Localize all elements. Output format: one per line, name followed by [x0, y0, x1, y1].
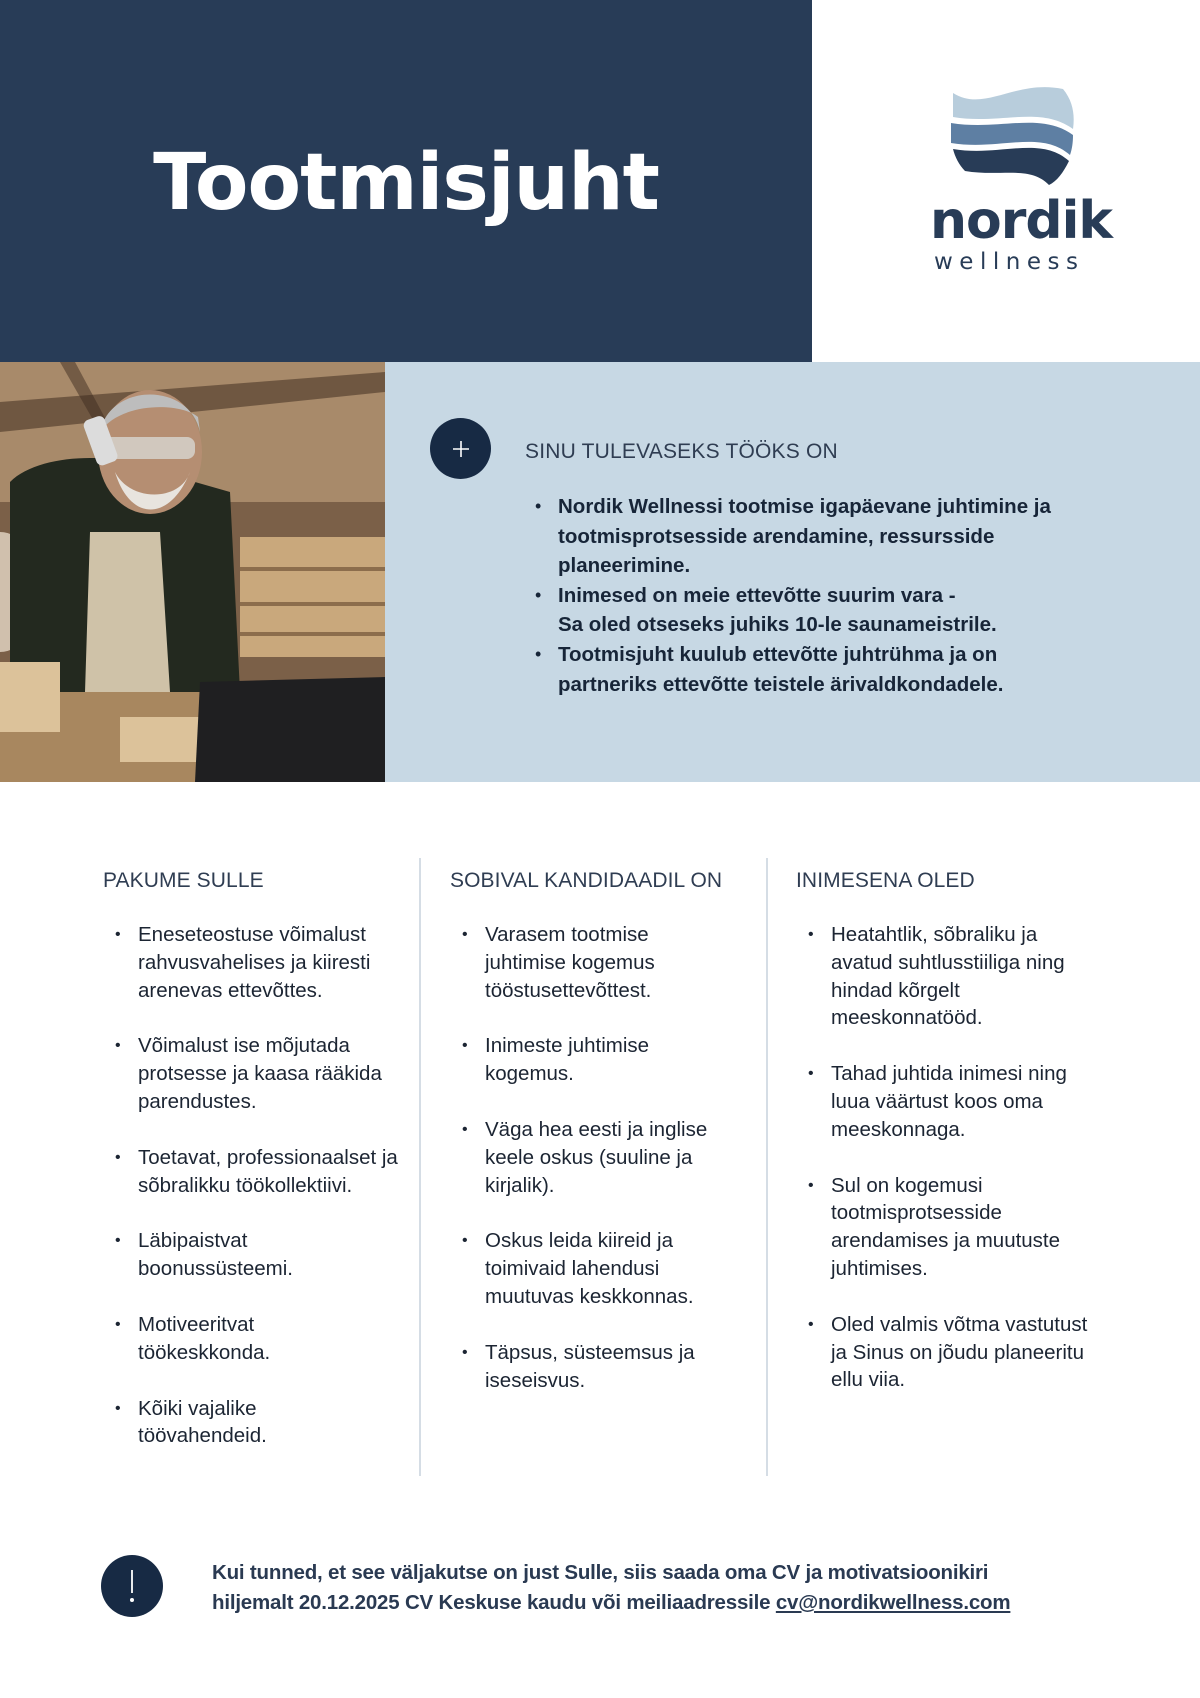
logo-subtitle: wellness — [934, 249, 1085, 275]
column-we-offer — [103, 870, 403, 1478]
list-item: • Oled valmis võtma vastutust ja Sinus on jõudu planeeritu ellu viia. — [808, 1311, 1093, 1394]
hero-photo — [0, 362, 385, 782]
list-item: • Tahad juhtida inimesi ning luua väärtust koos oma meeskonnaga. — [808, 1060, 1073, 1143]
column-as-person — [796, 870, 1096, 1422]
column-heading: INIMESENA OLED — [796, 869, 975, 892]
list-item: • Tootmisjuht kuulub ettevõtte juhtrühma ja on partneriks ettevõtte teistele ärivaldkondadele. — [535, 640, 1175, 699]
list-item: • Heatahtlik, sõbraliku ja avatud suhtlusstiiliga ning hindad kõrgelt meeskonnatööd. — [808, 921, 1083, 1032]
photo-illustration — [0, 362, 385, 782]
info-columns — [0, 858, 1200, 1476]
candidate-list — [462, 921, 750, 1394]
column-heading: SOBIVAL KANDIDAADIL ON — [450, 869, 723, 892]
page-title: Tootmisjuht — [153, 138, 659, 228]
wave-logo-icon — [945, 85, 1075, 185]
plus-icon — [430, 418, 491, 479]
list-item: • Täpsus, süsteemsus ja iseseisvus. — [462, 1339, 712, 1395]
column-divider — [419, 858, 421, 1476]
list-item: • Inimeste juhtimise kogemus. — [462, 1032, 662, 1088]
list-item: • Kõiki vajalike töövahendeid. — [115, 1395, 315, 1451]
email-link[interactable]: cv@nordikwellness.com — [775, 1591, 1011, 1614]
list-item: • Toetavat, professionaalset ja sõbralikku töökollektiivi. — [115, 1144, 405, 1200]
company-logo — [920, 85, 1120, 285]
list-item: • Väga hea eesti ja inglise keele oskus (suuline ja kirjalik). — [462, 1116, 727, 1199]
column-candidate — [450, 870, 750, 1422]
future-job-panel — [385, 362, 1200, 782]
list-item: • Motiveeritvat töökeskkonda. — [115, 1311, 315, 1367]
list-item: • Sul on kogemusi tootmisprotsesside arendamises ja muutuste juhtimises. — [808, 1172, 1083, 1283]
list-item: • Oskus leida kiireid ja toimivaid lahendusi muutuvas keskkonnas. — [462, 1227, 722, 1310]
as-person-list — [808, 921, 1096, 1394]
application-instructions: Kui tunned, et see väljakutse on just Sulle, siis saada oma CV ja motivatsioonikiri hiljemalt 20.12.2025 CV Keskuse kaudu või meiliaadressile cv@nordikwellness.com — [212, 1561, 1011, 1614]
list-item: • Inimesed on meie ettevõtte suurim vara - Sa oled otseseks juhiks 10-le saunameistrile. — [535, 581, 1175, 640]
list-item: • Võimalust ise mõjutada protsesse ja kaasa rääkida parendustes. — [115, 1032, 395, 1115]
header-banner — [0, 0, 812, 362]
exclamation-icon — [101, 1555, 163, 1617]
list-item: • Läbipaistvat boonussüsteemi. — [115, 1227, 315, 1283]
logo-wordmark: nordik — [930, 191, 1113, 251]
future-job-list — [535, 492, 1175, 699]
column-divider — [766, 858, 768, 1476]
list-item: • Varasem tootmise juhtimise kogemus tööstusettevõttest. — [462, 921, 687, 1004]
we-offer-list — [115, 921, 403, 1450]
list-item: • Eneseteostuse võimalust rahvusvahelises ja kiiresti arenevas ettevõttes. — [115, 921, 380, 1004]
list-item: • Nordik Wellnessi tootmise igapäevane juhtimine ja tootmisprotsesside arendamine, ressursside planeerimine. — [535, 492, 1175, 581]
future-job-heading: SINU TULEVASEKS TÖÖKS ON — [525, 440, 838, 463]
column-heading: PAKUME SULLE — [103, 869, 264, 892]
